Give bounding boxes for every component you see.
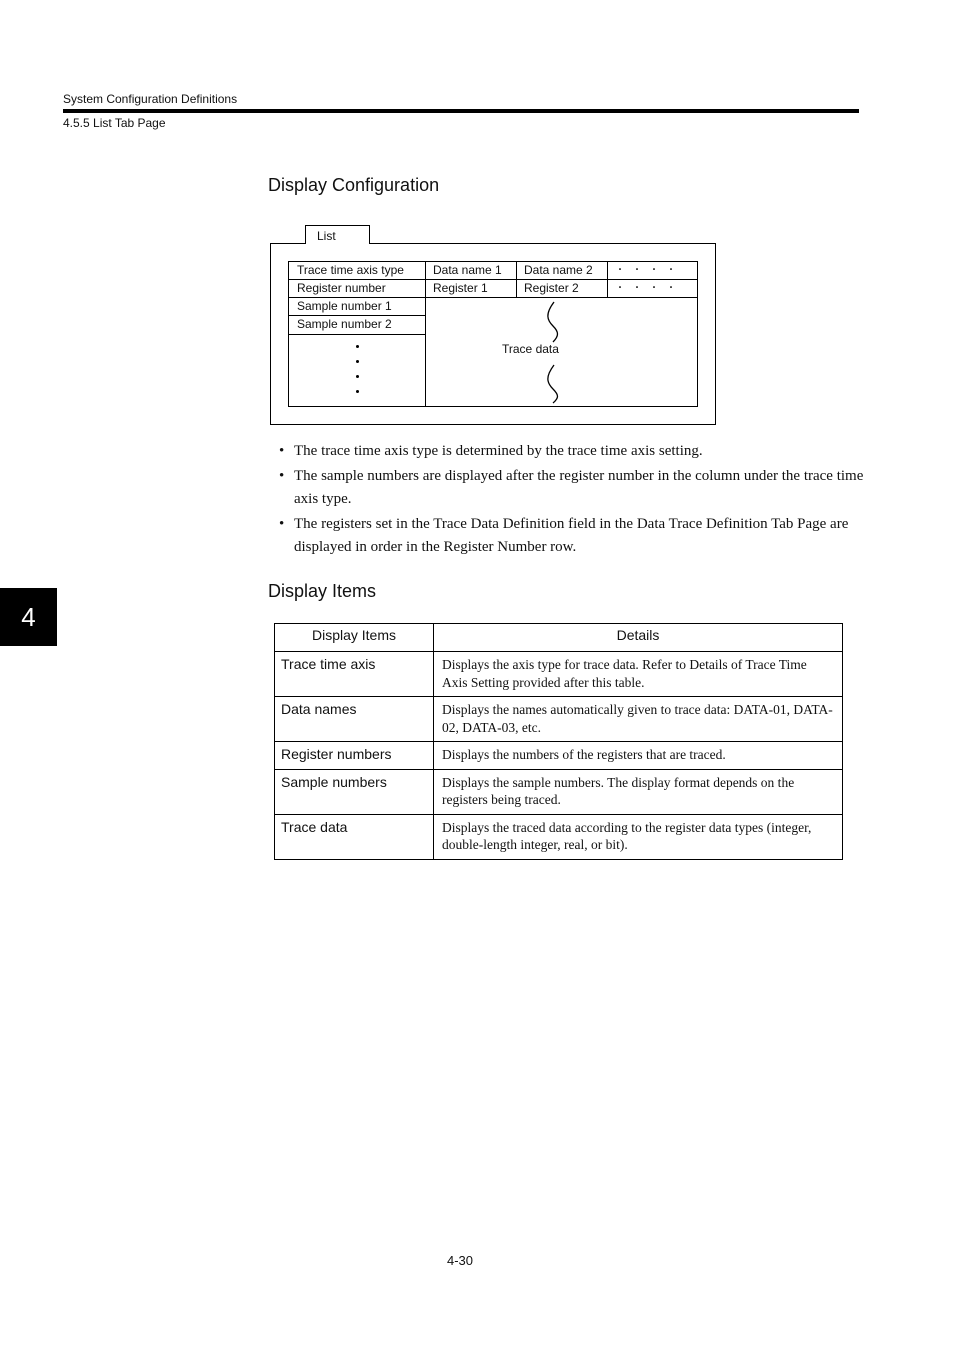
- details-cell: Displays the names automatically given to trace data: DATA-01, DATA-02, DATA-03, etc.: [434, 697, 843, 742]
- break-mark-bottom-icon: [545, 363, 565, 405]
- item-cell: Trace data: [275, 814, 434, 859]
- table-row: [275, 742, 843, 770]
- item-cell: Register numbers: [275, 742, 434, 770]
- cell-sample-number-2: Sample number 2: [297, 317, 392, 331]
- item-cell: Sample numbers: [275, 769, 434, 814]
- cell-row2-ellipsis: ・・・・: [615, 283, 683, 294]
- chapter-tab: 4: [0, 588, 57, 646]
- item-cell: Trace time axis: [275, 652, 434, 697]
- bullet-list: [278, 440, 868, 561]
- details-cell: Displays the traced data according to the register data types (integer, double-length integer, real, or bit).: [434, 814, 843, 859]
- running-header-title: System Configuration Definitions: [63, 92, 238, 106]
- table-row: [275, 769, 843, 814]
- display-configuration-heading: Display Configuration: [268, 175, 440, 195]
- display-items-table: [274, 623, 843, 860]
- cell-register-2: Register 2: [524, 281, 579, 295]
- header-rule: [63, 109, 859, 113]
- bullet-item: • The trace time axis type is determined by the trace time axis setting.: [278, 440, 868, 463]
- bullet-item: • The registers set in the Trace Data Definition field in the Data Trace Definition Tab Page are displayed in order in the Register Number row.: [278, 513, 868, 559]
- bullet-mark: •: [279, 468, 285, 484]
- cell-trace-time-axis-type: Trace time axis type: [297, 263, 404, 277]
- details-cell: Displays the sample numbers. The display format depends on the registers being traced.: [434, 769, 843, 814]
- details-cell: Displays the numbers of the registers that are traced.: [434, 742, 843, 770]
- table-row: [275, 652, 843, 697]
- vertical-ellipsis-dot: [356, 360, 359, 363]
- column-header-display-items: Display Items: [275, 624, 434, 652]
- bullet-mark: •: [279, 443, 285, 459]
- list-grid: [288, 261, 698, 407]
- trace-data-label: Trace data: [502, 342, 559, 356]
- cell-row1-ellipsis: ・・・・: [615, 265, 683, 276]
- item-cell: Data names: [275, 697, 434, 742]
- cell-data-name-1: Data name 1: [433, 263, 502, 277]
- bullet-mark: •: [279, 516, 285, 532]
- vertical-ellipsis-dot: [356, 375, 359, 378]
- running-header-section: 4.5.5 List Tab Page: [63, 116, 166, 130]
- table-row: [275, 697, 843, 742]
- display-items-heading: Display Items: [268, 581, 377, 601]
- cell-data-name-2: Data name 2: [524, 263, 593, 277]
- column-header-details: Details: [434, 624, 843, 652]
- table-row: [275, 814, 843, 859]
- vertical-ellipsis-dot: [356, 345, 359, 348]
- vertical-ellipsis-dot: [356, 390, 359, 393]
- cell-sample-number-1: Sample number 1: [297, 299, 392, 313]
- table-header-row: [275, 624, 843, 652]
- bullet-item: • The sample numbers are displayed after the register number in the column under the trace time axis type.: [278, 465, 868, 511]
- cell-register-1: Register 1: [433, 281, 488, 295]
- grid-hline-4: [289, 334, 425, 335]
- list-tab: List: [305, 225, 370, 244]
- page-number: 4-30: [447, 1253, 474, 1268]
- break-mark-top-icon: [545, 300, 565, 344]
- details-cell: Displays the axis type for trace data. Refer to Details of Trace Time Axis Setting provided after this table.: [434, 652, 843, 697]
- cell-register-number: Register number: [297, 281, 386, 295]
